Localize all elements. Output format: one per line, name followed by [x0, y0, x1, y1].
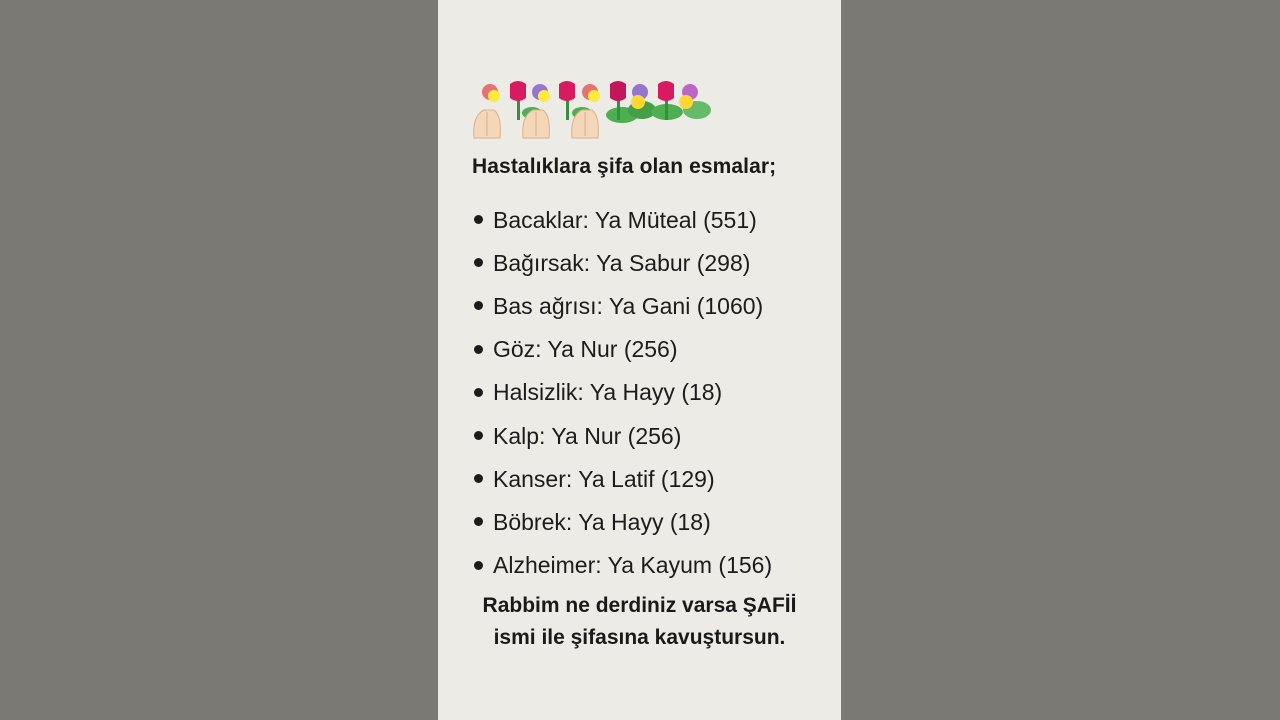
bullet-icon — [474, 215, 483, 224]
list-item — [472, 414, 832, 457]
list-item — [472, 198, 832, 241]
bullet-icon — [474, 561, 483, 570]
list-item — [472, 500, 832, 543]
list-item — [472, 241, 832, 284]
list-item — [472, 284, 832, 327]
bullet-icon — [474, 474, 483, 483]
list-item-label: Göz: Ya Nur (256) — [493, 336, 678, 363]
list-item-label: Böbrek: Ya Hayy (18) — [493, 508, 711, 535]
list-item — [472, 328, 832, 371]
esma-list — [472, 198, 832, 587]
list-item-label: Bağırsak: Ya Sabur (298) — [493, 249, 751, 276]
bullet-icon — [474, 345, 483, 354]
bullet-icon — [474, 301, 483, 310]
bullet-icon — [474, 258, 483, 267]
bullet-icon — [474, 431, 483, 440]
list-item — [472, 544, 832, 587]
emoji-decoration-strip — [472, 80, 717, 140]
list-item-label: Bas ağrısı: Ya Gani (1060) — [493, 292, 764, 319]
list-item — [472, 457, 832, 500]
list-item-label: Alzheimer: Ya Kayum (156) — [493, 552, 773, 579]
post-heading: Hastalıklara şifa olan esmalar; — [472, 155, 777, 178]
footer-line-2: ismi ile şifasına kavuştursun. — [493, 626, 786, 649]
left-blur-panel — [0, 0, 438, 720]
bullet-icon — [474, 388, 483, 397]
footer-line-1: Rabbim ne derdiniz varsa ŞAFİİ — [482, 594, 797, 617]
right-blur-panel — [841, 0, 1280, 720]
list-item-label: Bacaklar: Ya Müteal (551) — [493, 206, 757, 233]
list-item-label: Kanser: Ya Latif (129) — [493, 465, 715, 492]
praying-hands-icon — [474, 110, 599, 138]
list-item-label: Halsizlik: Ya Hayy (18) — [493, 379, 723, 406]
list-item-label: Kalp: Ya Nur (256) — [493, 422, 682, 449]
list-item — [472, 371, 832, 414]
post-footer — [438, 590, 841, 654]
bullet-icon — [474, 517, 483, 526]
